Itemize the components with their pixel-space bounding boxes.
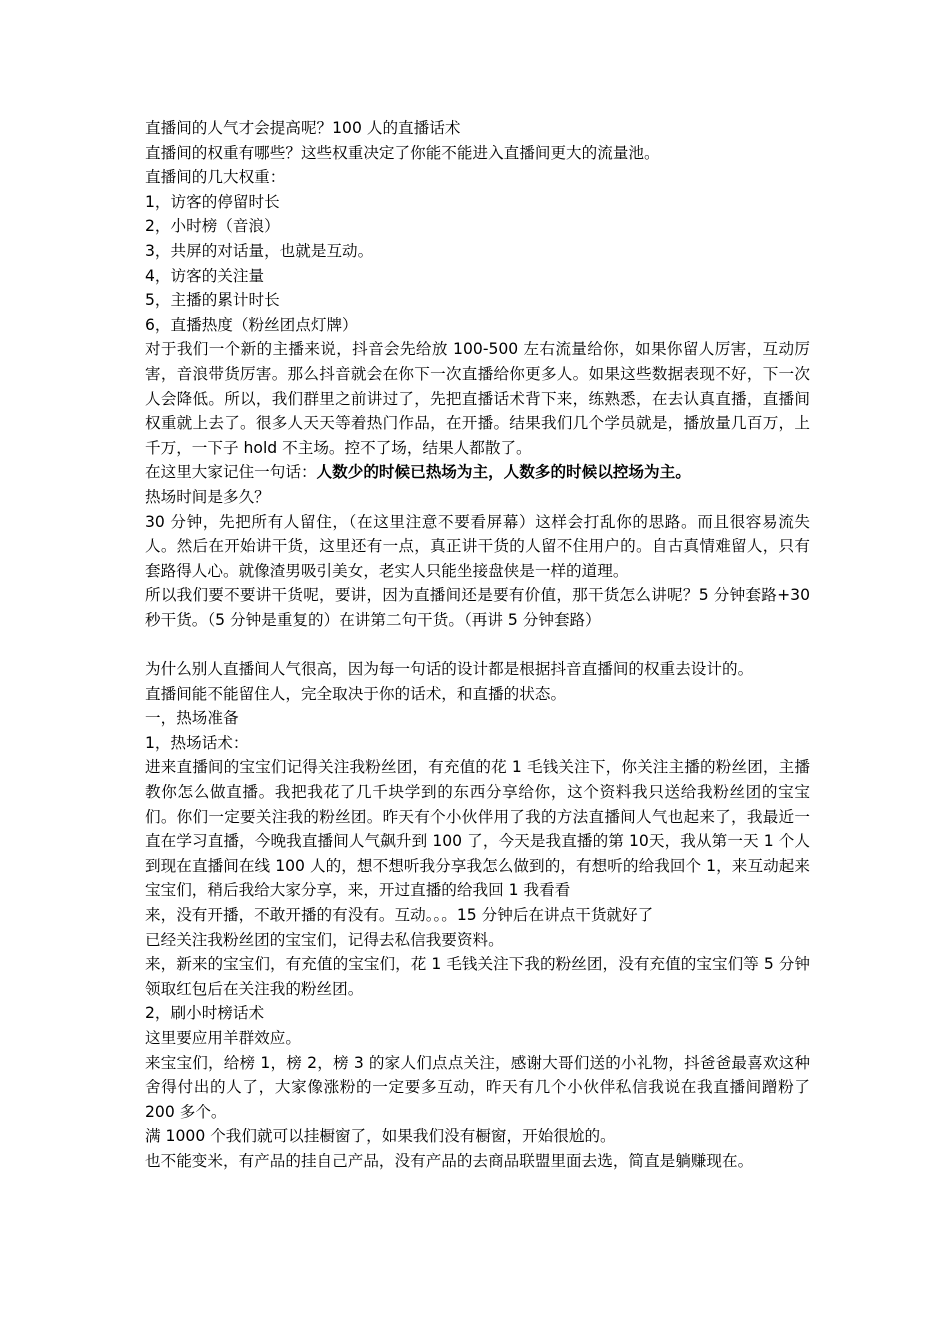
products-line: 也不能变米，有产品的挂自己产品，没有产品的去商品联盟里面去选，简直是躺赚现在。 <box>145 1151 754 1170</box>
intro-line: 直播间的权重有哪些？这些权重决定了你能不能进入直播间更大的流量池。 <box>145 143 660 162</box>
private-message-line: 已经关注我粉丝团的宝宝们，记得去私信我要资料。 <box>145 930 504 949</box>
weight-item: 1，访客的停留时长 <box>145 192 280 211</box>
document-page <box>145 116 810 1174</box>
showcase-line: 满 1000 个我们就可以挂橱窗了，如果我们没有橱窗，开始很尬的。 <box>145 1127 616 1146</box>
new-anchor-paragraph: 对于我们一个新的主播来说，抖音会先给放 100-500 左右流量给你，如果你留人厉害，互动厉害，音浪带货厉害。那么抖音就会在你下一次直播给你更多人。如果这些数据表现不好，下一次人会降低。所以，我们群里之前讲过了，先把直播话术背下来，练熟悉，在去认真直播，直播间权重就上去了。很多人天天等着热门作品，在开播。结果我们几个学员就是，播放量几百万，上千万，一下子 hold 不主场。控不了场，结果人都散了。 <box>145 340 810 457</box>
subsection-heading: 1，热场话术： <box>145 733 249 752</box>
thirty-minute-paragraph: 30 分钟，先把所有人留住，（在这里注意不要看屏幕）这样会打乱你的思路。而且很容易流失人。然后在开始讲干货，这里还有一点，真正讲干货的人留不住用户的。自古真情难留人，只有套路得人心。就像渣男吸引美女，老实人只能坐接盘侠是一样的道理。 <box>145 512 810 580</box>
weight-item: 3，共屏的对话量，也就是互动。 <box>145 241 374 260</box>
sheep-effect-line: 这里要应用羊群效应。 <box>145 1028 301 1047</box>
warmup-script-paragraph: 进来直播间的宝宝们记得关注我粉丝团，有充值的花 1 毛钱关注下，你关注主播的粉丝团，主播教你怎么做直播。我把我花了几千块学到的东西分享给你，这个资料我只送给我粉丝团的宝宝们。你们一定要关注我的粉丝团。昨天有个小伙伴用了我的方法直播间人气也起来了，我最近一直在学习直播，今晚我直播间人气飙升到 100 了，今天是我直播的第 10天，我从第一天 1 个人到现在直播间在线 100 人的，想不想听我分享我怎么做到的，有想听的给我回个 1，来互动起来宝宝们，稍后我给大家分享，来，开过直播的给我回 1 我看看 <box>145 758 810 900</box>
remember-prefix: 在这里大家记住一句话： <box>145 463 317 482</box>
weight-item: 4，访客的关注量 <box>145 266 265 285</box>
warmup-question: 热场时间是多久？ <box>145 487 270 506</box>
section-heading: 一，热场准备 <box>145 709 239 728</box>
new-babies-paragraph: 来，新来的宝宝们，有充值的宝宝们，花 1 毛钱关注下我的粉丝团，没有充值的宝宝们等 5 分钟领取红包后在关注我的粉丝团。 <box>145 955 810 998</box>
why-popular-line: 为什么别人直播间人气很高，因为每一句话的设计都是根据抖音直播间的权重去设计的。 <box>145 660 754 679</box>
weights-heading: 直播间的几大权重： <box>145 168 286 187</box>
weight-item: 2，小时榜（音浪） <box>145 217 280 236</box>
remember-emphasis: 人数少的时候已热场为主，人数多的时候以控场为主。 <box>316 463 691 482</box>
remember-line <box>145 460 810 485</box>
rank-script-paragraph: 来宝宝们，给榜 1，榜 2，榜 3 的家人们点点关注，感谢大哥们送的小礼物，抖爸爸最喜欢这种舍得付出的人了，大家像涨粉的一定要多互动，昨天有几个小伙伴私信我说在我直播间蹭粉了 200 多个。 <box>145 1053 810 1121</box>
document-title: 直播间的人气才会提高呢？100 人的直播话术 <box>145 119 461 137</box>
subsection-heading: 2，刷小时榜话术 <box>145 1004 265 1023</box>
weight-item: 6，直播热度（粉丝团点灯牌） <box>145 315 358 334</box>
keep-people-line: 直播间能不能留住人，完全取决于你的话术，和直播的状态。 <box>145 684 567 703</box>
blank-line <box>145 632 810 657</box>
dry-goods-paragraph: 所以我们要不要讲干货呢，要讲，因为直播间还是要有价值，那干货怎么讲呢？5 分钟套路+30 秒干货。（5 分钟是重复的）在讲第二句干货。（再讲 5 分钟套路） <box>145 586 810 629</box>
weight-item: 5，主播的累计时长 <box>145 291 280 310</box>
interact-line: 来，没有开播，不敢开播的有没有。互动。。。15 分钟后在讲点干货就好了 <box>145 906 654 924</box>
